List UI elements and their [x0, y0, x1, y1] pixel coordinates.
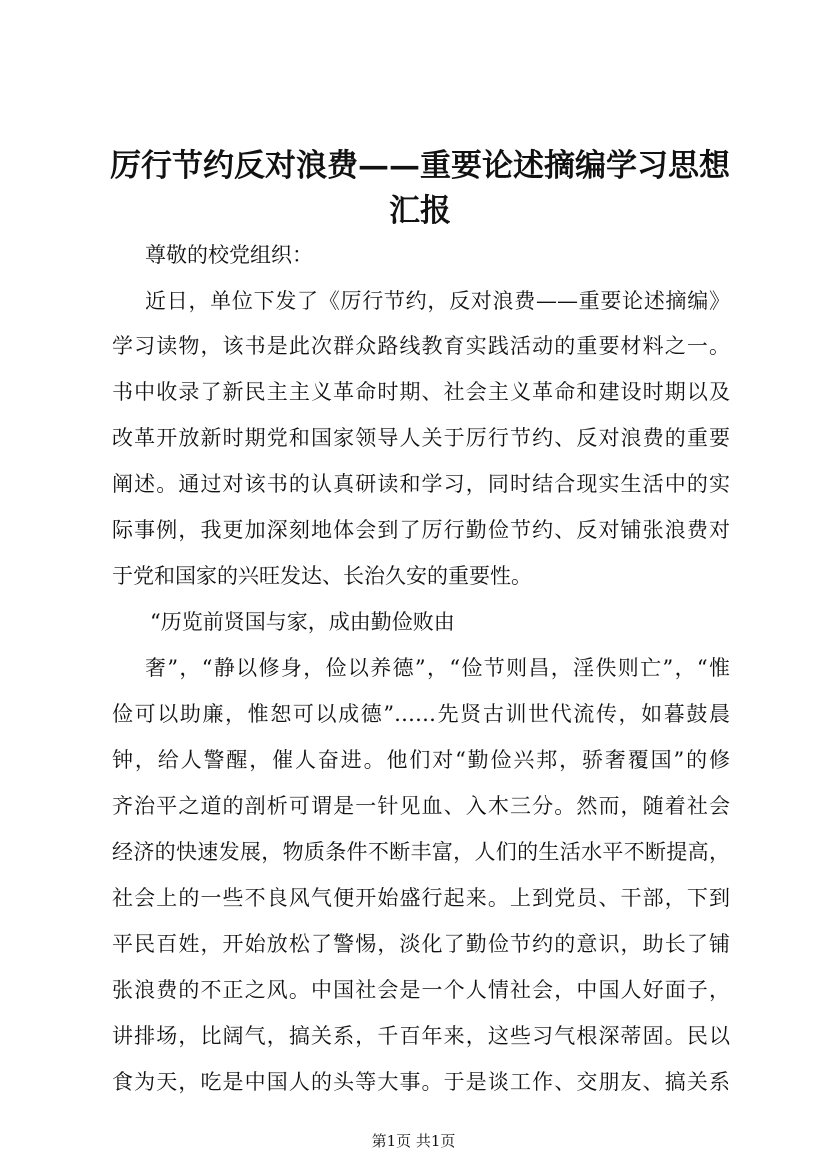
document-title-line-2: 汇报 [389, 193, 451, 229]
body-line: 食为天，吃是中国人的头等大事。于是谈工作、交朋友、搞关系 [112, 1070, 730, 1094]
salutation: 尊敬的校党组织： [145, 243, 313, 267]
body-line: 社会上的一些不良风气便开始盛行起来。上到党员、干部，下到 [112, 886, 730, 910]
body-line: 于党和国家的兴旺发达、长治久安的重要性。 [112, 564, 532, 588]
body-line: 钟，给人警醒，催人奋进。他们对“勤俭兴邦，骄奢覆国”的修 [112, 748, 730, 772]
body-line: 书中收录了新民主主义革命时期、社会主义革命和建设时期以及 [112, 380, 730, 404]
body-line: 经济的快速发展，物质条件不断丰富，人们的生活水平不断提高， [112, 840, 730, 864]
body-line: 齐治平之道的剖析可谓是一针见血、入木三分。然而，随着社会 [112, 794, 730, 818]
body-line: 张浪费的不正之风。中国社会是一个人情社会，中国人好面子， [112, 978, 730, 1002]
body-line: 阐述。通过对该书的认真研读和学习，同时结合现实生活中的实 [112, 472, 730, 496]
body-line: 平民百姓，开始放松了警惕，淡化了勤俭节约的意识，助长了铺 [112, 932, 730, 956]
body-line: 近日，单位下发了《厉行节约，反对浪费——重要论述摘编》 [145, 289, 730, 313]
body-line: 俭可以助廉，惟恕可以成德”……先贤古训世代流传，如暮鼓晨 [112, 702, 730, 726]
body-line: 改革开放新时期党和国家领导人关于厉行节约、反对浪费的重要 [112, 426, 730, 450]
body-line: 讲排场，比阔气，搞关系，千百年来，这些习气根深蒂固。民以 [112, 1024, 730, 1048]
body-line: “历览前贤国与家，成由勤俭败由 [150, 610, 455, 634]
document-title-line-1: 厉行节约反对浪费——重要论述摘编学习思想 [110, 148, 730, 184]
body-line: 学习读物，该书是此次群众路线教育实践活动的重要材料之一。 [112, 334, 730, 358]
body-line: 际事例，我更加深刻地体会到了厉行勤俭节约、反对铺张浪费对 [112, 518, 730, 542]
page-number-footer: 第1页 共1页 [371, 1132, 456, 1150]
body-line: 奢”，“静以修身，俭以养德”，“俭节则昌，淫佚则亡”，“惟 [145, 656, 730, 680]
